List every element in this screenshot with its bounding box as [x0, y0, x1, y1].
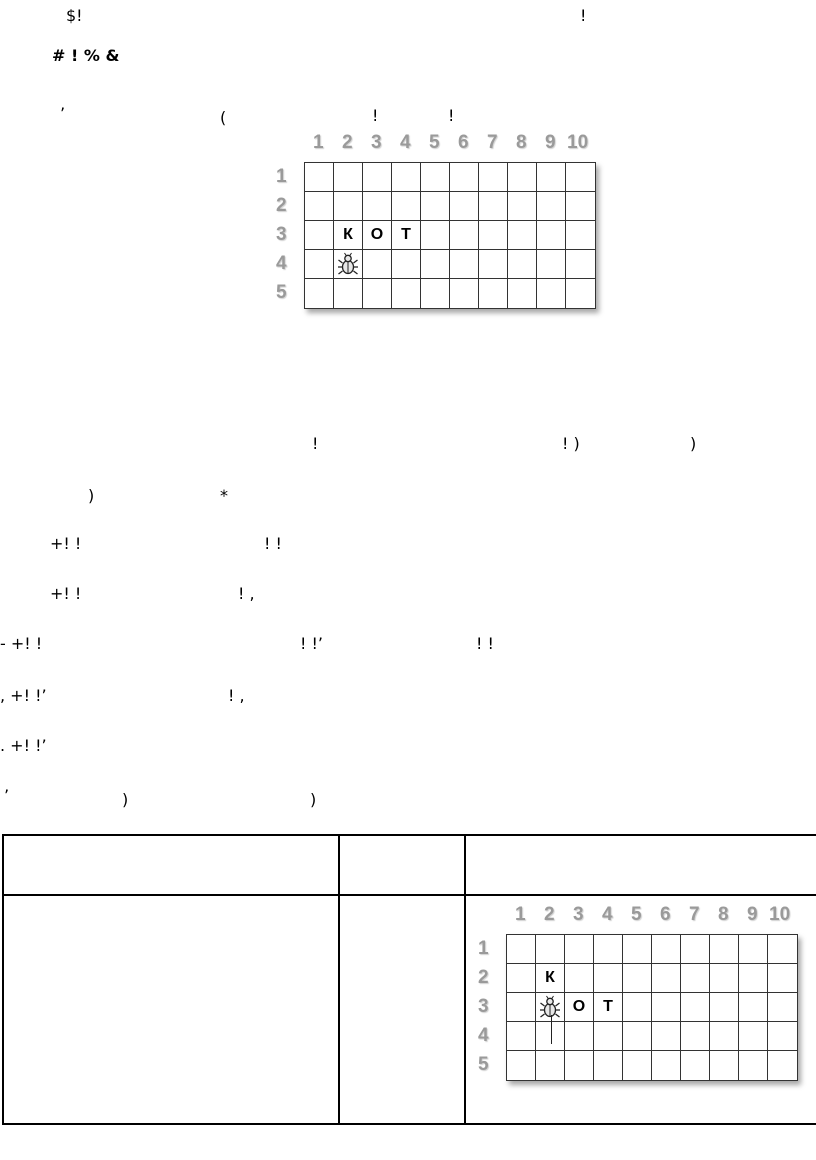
text-fragment: ! !’: [300, 634, 323, 653]
row-number: 4: [276, 253, 287, 274]
column-number: 8: [718, 904, 729, 925]
grid-cell: [652, 964, 681, 993]
row-number: 1: [276, 166, 287, 187]
grid-cell: [681, 993, 710, 1022]
grid-cell: [537, 250, 566, 279]
text-fragment: !: [580, 6, 587, 25]
column-number: 9: [545, 132, 556, 153]
grid-cell: [594, 935, 623, 964]
grid-cell: [768, 935, 797, 964]
grid-cell: [594, 964, 623, 993]
column-number: 3: [371, 132, 382, 153]
grid-cell: [450, 221, 479, 250]
grid-cell: [594, 993, 623, 1022]
robot-grid-figure-result: [472, 902, 812, 1092]
table-header-row: [3, 835, 816, 895]
grid-cell: [710, 993, 739, 1022]
column-number: 7: [487, 132, 498, 153]
grid-cell: [537, 279, 566, 308]
grid-cell: [565, 964, 594, 993]
text-fragment: !: [448, 106, 455, 125]
grid-cell: [334, 221, 363, 250]
grid-cell: [710, 1051, 739, 1080]
column-number: 2: [544, 904, 555, 925]
grid-cell: [392, 163, 421, 192]
robot-grid-figure: [270, 130, 610, 320]
grid-letter: К: [343, 226, 353, 243]
text-fragment: ): [122, 790, 129, 809]
column-number: 8: [516, 132, 527, 153]
row-number: 2: [276, 195, 287, 216]
robot-trail-line: [551, 1015, 552, 1044]
table-header-cell: [3, 835, 339, 895]
grid-cell: [508, 221, 537, 250]
row-number: 5: [276, 282, 287, 303]
column-number: 7: [689, 904, 700, 925]
grid-cell: [363, 221, 392, 250]
grid-cell: [479, 192, 508, 221]
grid-cell: [507, 1022, 536, 1051]
text-fragment: ! ): [562, 434, 580, 453]
table-cell: [3, 895, 339, 1124]
grid-cell: [305, 163, 334, 192]
text-fragment: $!: [66, 6, 83, 25]
text-fragment: !: [312, 434, 319, 453]
grid-cell: [623, 935, 652, 964]
grid-cell: [652, 1051, 681, 1080]
grid-cell: [594, 1051, 623, 1080]
grid-cell: [739, 935, 768, 964]
grid-cell: [536, 964, 565, 993]
grid-cell: [623, 993, 652, 1022]
grid-cell: [421, 279, 450, 308]
text-fragment: ! ,: [238, 584, 255, 603]
text-fragment: . +! !’: [0, 736, 47, 755]
column-number: 1: [313, 132, 324, 153]
grid-cell: [623, 964, 652, 993]
grid-cell: [565, 1022, 594, 1051]
grid-cell: [536, 935, 565, 964]
grid-cell: [652, 1022, 681, 1051]
grid-cell: [739, 993, 768, 1022]
text-fragment: ): [88, 486, 95, 505]
grid-letter: К: [545, 969, 555, 986]
grid-cell: [479, 221, 508, 250]
bug-robot-icon: [337, 252, 359, 276]
grid-cell: [507, 935, 536, 964]
grid-cell: [421, 192, 450, 221]
grid-cell: [392, 279, 421, 308]
text-fragment: +! !: [50, 534, 82, 553]
grid-letter: О: [572, 998, 586, 1015]
text-fragment: ! ,: [228, 686, 245, 705]
grid-cell: [421, 163, 450, 192]
text-fragment: ): [310, 790, 317, 809]
grid-cell: [334, 250, 363, 279]
column-number: 1: [515, 904, 526, 925]
row-number: 2: [478, 967, 489, 988]
grid-cell: [421, 250, 450, 279]
grid-cell: [681, 964, 710, 993]
text-fragment: !: [372, 106, 379, 125]
text-fragment: (: [220, 108, 227, 127]
column-number: 4: [602, 904, 613, 925]
grid-cell: [363, 192, 392, 221]
grid: [506, 934, 798, 1081]
grid-cell: [334, 163, 363, 192]
grid-cell: [450, 192, 479, 221]
grid-cell: [363, 250, 392, 279]
grid-cell: [739, 964, 768, 993]
grid-letter: О: [370, 226, 384, 243]
grid: [304, 162, 596, 309]
grid-cell: [710, 1022, 739, 1051]
text-fragment: +! !: [50, 584, 82, 603]
grid-cell: [566, 163, 595, 192]
grid-cell: [537, 221, 566, 250]
grid-cell: [566, 279, 595, 308]
grid-cell: [305, 279, 334, 308]
grid-cell: [507, 1051, 536, 1080]
column-number: 10: [567, 132, 589, 153]
grid-cell: [537, 163, 566, 192]
grid-cell: [363, 279, 392, 308]
text-fragment: *: [220, 486, 228, 505]
grid-cell: [594, 1022, 623, 1051]
grid-cell: [681, 1022, 710, 1051]
grid-cell: [652, 993, 681, 1022]
grid-cell: [508, 279, 537, 308]
grid-cell: [739, 1051, 768, 1080]
grid-cell: [421, 221, 450, 250]
text-fragment: # ! % &: [52, 46, 120, 65]
grid-cell: [305, 250, 334, 279]
grid-cell: [479, 250, 508, 279]
grid-cell: [623, 1022, 652, 1051]
grid-cell: [768, 1051, 797, 1080]
row-number: 3: [478, 996, 489, 1017]
text-fragment: - +! !: [0, 634, 43, 653]
grid-cell: [565, 993, 594, 1022]
text-fragment: ! !: [476, 634, 494, 653]
grid-cell: [652, 935, 681, 964]
grid-cell: [450, 279, 479, 308]
table-header-cell: [465, 835, 816, 895]
grid-cell: [681, 935, 710, 964]
grid-cell: [507, 993, 536, 1022]
column-number: 6: [458, 132, 469, 153]
column-number: 5: [429, 132, 440, 153]
table-cell: [339, 895, 465, 1124]
grid-cell: [363, 163, 392, 192]
grid-cell: [508, 250, 537, 279]
grid-cell: [450, 250, 479, 279]
grid-cell: [566, 192, 595, 221]
column-number: 2: [342, 132, 353, 153]
text-fragment: ’: [4, 786, 10, 805]
grid-cell: [334, 279, 363, 308]
text-fragment: ! !: [264, 534, 282, 553]
column-number: 9: [747, 904, 758, 925]
text-fragment: ): [690, 434, 697, 453]
grid-cell: [768, 964, 797, 993]
text-fragment: ’: [60, 104, 66, 123]
row-number: 3: [276, 224, 287, 245]
grid-cell: [739, 1022, 768, 1051]
grid-letter: Т: [401, 226, 411, 243]
grid-cell: [566, 221, 595, 250]
grid-cell: [305, 192, 334, 221]
column-number: 5: [631, 904, 642, 925]
column-number: 10: [769, 904, 791, 925]
grid-cell: [768, 1022, 797, 1051]
grid-cell: [508, 192, 537, 221]
grid-cell: [565, 935, 594, 964]
grid-cell: [710, 964, 739, 993]
text-fragment: , +! !’: [0, 686, 47, 705]
row-number: 4: [478, 1025, 489, 1046]
row-number: 1: [478, 938, 489, 959]
grid-cell: [392, 221, 421, 250]
grid-cell: [305, 221, 334, 250]
grid-cell: [681, 1051, 710, 1080]
grid-cell: [710, 935, 739, 964]
column-number: 6: [660, 904, 671, 925]
grid-cell: [479, 163, 508, 192]
grid-cell: [508, 163, 537, 192]
grid-cell: [507, 964, 536, 993]
grid-cell: [768, 993, 797, 1022]
grid-cell: [450, 163, 479, 192]
grid-cell: [479, 279, 508, 308]
grid-cell: [334, 192, 363, 221]
grid-cell: [623, 1051, 652, 1080]
grid-cell: [536, 1051, 565, 1080]
grid-cell: [537, 192, 566, 221]
row-number: 5: [478, 1054, 489, 1075]
column-number: 4: [400, 132, 411, 153]
table-header-cell: [339, 835, 465, 895]
grid-cell: [566, 250, 595, 279]
column-number: 3: [573, 904, 584, 925]
grid-cell: [565, 1051, 594, 1080]
grid-cell: [392, 250, 421, 279]
grid-letter: Т: [603, 998, 613, 1015]
grid-cell: [392, 192, 421, 221]
